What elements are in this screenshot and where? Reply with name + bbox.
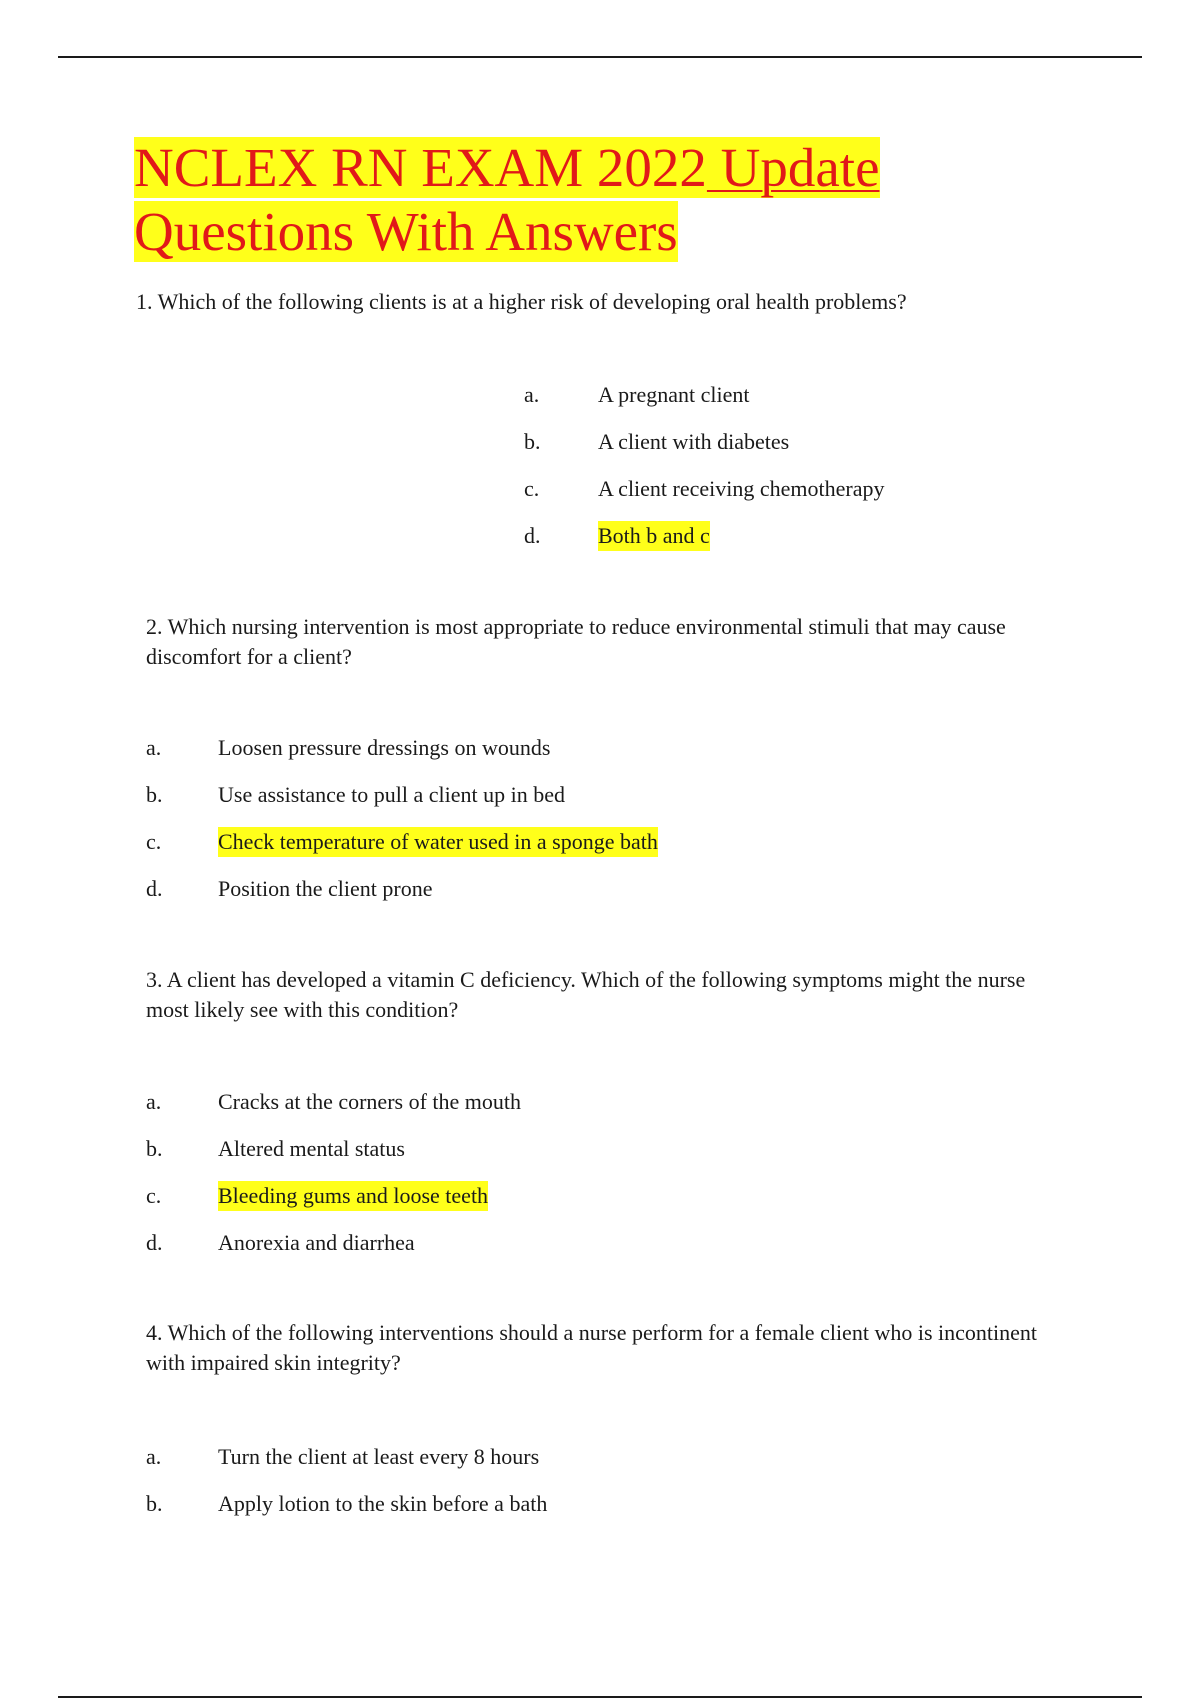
- option-3d: [146, 1228, 946, 1275]
- option-letter: c.: [524, 476, 540, 501]
- top-rule: [58, 56, 1142, 58]
- option-letter: d.: [146, 1230, 163, 1255]
- correct-answer-highlight: Both b and c: [598, 521, 710, 551]
- option-3a: [146, 1087, 946, 1134]
- bottom-rule: [58, 1696, 1142, 1698]
- option-letter: a.: [146, 1089, 162, 1114]
- option-text: A client receiving chemotherapy: [598, 476, 885, 501]
- document-title: [134, 136, 954, 264]
- option-text: Position the client prone: [218, 876, 433, 901]
- option-3c: [146, 1181, 946, 1228]
- question-4-text: 4. Which of the following interventions should a nurse perform for a female client who is incontinent with impaired skin integrity?: [146, 1320, 1037, 1375]
- title-part-1: NCLEX RN EXAM 2022: [134, 137, 707, 198]
- question-4-options: [146, 1442, 946, 1536]
- question-2-options: [146, 733, 946, 921]
- option-letter: b.: [146, 1491, 163, 1516]
- option-2a: [146, 733, 946, 780]
- title-part-2: Update: [706, 137, 880, 198]
- option-letter: d.: [146, 876, 163, 901]
- question-2-text: 2. Which nursing intervention is most appropriate to reduce environmental stimuli that may cause discomfort for a client?: [146, 614, 1006, 669]
- option-text: Anorexia and diarrhea: [218, 1230, 415, 1255]
- option-letter: a.: [146, 1444, 162, 1469]
- option-3b: [146, 1134, 946, 1181]
- option-text: Altered mental status: [218, 1136, 405, 1161]
- option-text: Apply lotion to the skin before a bath: [218, 1491, 548, 1516]
- option-text: Use assistance to pull a client up in bed: [218, 782, 566, 807]
- option-text: Loosen pressure dressings on wounds: [218, 735, 551, 760]
- correct-answer-highlight: Check temperature of water used in a sponge bath: [218, 827, 658, 857]
- option-letter: b.: [524, 429, 541, 454]
- option-letter: a.: [146, 735, 162, 760]
- option-text: Turn the client at least every 8 hours: [218, 1444, 540, 1469]
- option-1c: [524, 474, 1024, 521]
- title-part-3: Questions With Answers: [134, 201, 678, 262]
- question-1-options: [524, 380, 1024, 568]
- option-letter: c.: [146, 829, 162, 854]
- option-4b: [146, 1489, 946, 1536]
- option-letter: a.: [524, 382, 540, 407]
- option-text: A pregnant client: [598, 382, 750, 407]
- question-3-text: 3. A client has developed a vitamin C deficiency. Which of the following symptoms might the nurse most likely see with this condition?: [146, 967, 1026, 1022]
- option-1a: [524, 380, 1024, 427]
- option-1b: [524, 427, 1024, 474]
- option-2c: [146, 827, 946, 874]
- option-1d: [524, 521, 1024, 568]
- option-letter: d.: [524, 523, 541, 548]
- option-letter: c.: [146, 1183, 162, 1208]
- option-2b: [146, 780, 946, 827]
- option-letter: b.: [146, 1136, 163, 1161]
- option-letter: b.: [146, 782, 163, 807]
- question-3-options: [146, 1087, 946, 1275]
- option-4a: [146, 1442, 946, 1489]
- option-2d: [146, 874, 946, 921]
- option-text: A client with diabetes: [598, 429, 790, 454]
- correct-answer-highlight: Bleeding gums and loose teeth: [218, 1181, 488, 1211]
- option-text: Cracks at the corners of the mouth: [218, 1089, 522, 1114]
- question-1-text: 1. Which of the following clients is at a higher risk of developing oral health problems?: [136, 289, 907, 314]
